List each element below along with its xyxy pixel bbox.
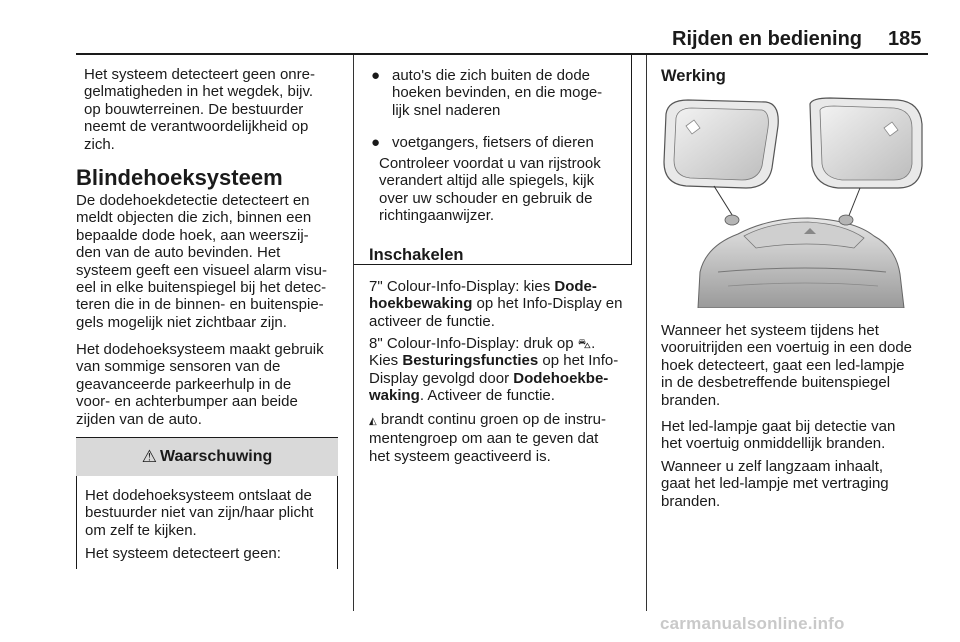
warning-title: Waarschuwing [159,448,273,465]
car-rear-view [698,215,904,308]
box-paragraph: Controleer voordat u van rijstrook verandert altijd alle spiegels, kijk over uw schouder en gebruik de richtingaanwijzer. [379,155,601,225]
werking-paragraph-1: Wanneer het systeem tijdens het vooruitrijden een voertuig in een dode hoek detecteert, gaat een led-lampje in de desbetreffende buitenspiegel branden. [661,322,913,409]
bullet-item-1: auto's die zich buiten de dode hoeken bevinden, en die moge‐ lijk snel naderen [392,67,603,119]
car-settings-icon: ⛍ [577,336,592,351]
werking-paragraph-3: Wanneer u zelf langzaam inhaalt, gaat het led-lampje met vertraging branden. [661,458,889,510]
right-mirror [810,98,922,188]
section-heading-werking: Werking [661,67,726,85]
bullet-dot: ● [371,67,381,84]
column-separator-2 [646,55,647,611]
intro-paragraph: Het systeem detecteert geen onre‐ gelmatigheden in het wegdek, bijv. op bouwterreinen. De bestuurder neemt de verantwoordelijkheid op zich. [84,66,315,153]
warning-header [76,438,338,476]
watermark-url[interactable]: carmanualsonline.info [660,614,845,633]
inschakelen-paragraph-1: 7" Colour-Info-Display: kies Dode‐ hoekbewaking op het Info-Display en activeer de functie. [369,278,623,330]
bullet-item-2: voetgangers, fietsers of dieren [392,134,594,151]
section-heading-blindehoeksysteem: Blindehoeksysteem [76,165,283,190]
inschakelen-paragraph-3: ◭ brandt continu groen op de instru‐ mentengroep om aan te geven dat het systeem geactiveerd is. [369,411,607,465]
section-paragraph-2: Het dodehoeksysteem maakt gebruik van sommige sensoren van de geavanceerde parkeerhulp in de voor- en achterbumper aan beide zijden van de auto. [76,341,324,428]
warning-continuation-box [354,55,632,265]
section-paragraph-1: De dodehoekdetectie detecteert en meldt objecten die zich, binnen een bepaalde dode hoek, aan weerszij‐ den van de auto bevinden. Het systeem geeft een visueel alarm visu‐ eel in elke buitenspiegel bij het detec‐ teren die in de binnen- en buitenspie‐ gels mogelijk niet zichtbaar zijn. [76,192,327,331]
bullet-dot: ● [371,134,381,151]
running-header: Rijden en bediening [672,28,863,50]
warning-paragraph-1: Het dodehoeksysteem ontslaat de bestuurder niet van zijn/haar plicht om zelf te kijken. [85,487,314,539]
warning-box [76,437,338,569]
section-heading-inschakelen: Inschakelen [369,246,464,264]
werking-paragraph-2: Het led-lampje gaat bij detectie van het voertuig onmiddellijk branden. [661,418,896,453]
warning-triangle-icon: ⚠ [141,447,157,466]
mirror-illustration [658,96,928,308]
blind-spot-indicator-icon: ◭ [369,416,377,427]
page-number: 185 [888,28,922,50]
left-mirror [664,100,778,188]
warning-paragraph-2: Het systeem detecteert geen: [85,545,281,562]
inschakelen-paragraph-2: 8" Colour-Info-Display: druk op ⛍. Kies Besturingsfuncties op het Info- Display gevolgd door Dodehoekbe‐ waking. Activeer de functie. [369,335,619,405]
